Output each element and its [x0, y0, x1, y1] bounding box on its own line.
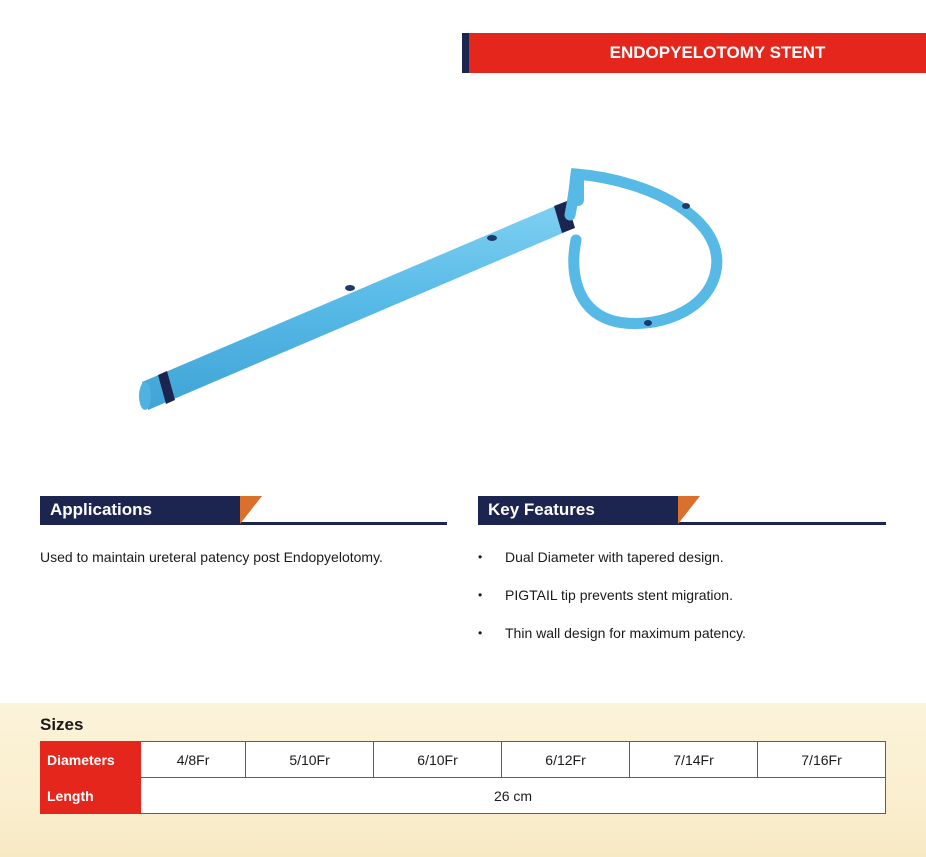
feature-text: PIGTAIL tip prevents stent migration. — [505, 587, 733, 603]
diameters-label: Diameters — [41, 742, 141, 778]
sizes-table — [40, 741, 886, 814]
feature-text: Dual Diameter with tapered design. — [505, 549, 724, 565]
table-cell: 7/14Fr — [630, 742, 758, 778]
title-bar — [462, 33, 926, 73]
page-title: ENDOPYELOTOMY STENT — [609, 43, 826, 62]
table-row — [41, 778, 886, 814]
table-cell: 5/10Fr — [246, 742, 374, 778]
table-cell: 4/8Fr — [141, 742, 246, 778]
table-cell: 6/10Fr — [374, 742, 502, 778]
table-cell: 7/16Fr — [758, 742, 886, 778]
length-value: 26 cm — [141, 778, 886, 814]
applications-text: Used to maintain ureteral patency post Endopyelotomy. — [40, 549, 383, 565]
applications-header — [40, 496, 447, 526]
list-item — [478, 548, 746, 586]
bullet-icon: • — [478, 588, 483, 602]
table-row — [41, 742, 886, 778]
bullet-icon: • — [478, 550, 483, 564]
table-cell: 6/12Fr — [502, 742, 630, 778]
applications-accent — [240, 496, 262, 524]
key-features-header — [478, 496, 886, 526]
key-features-heading: Key Features — [478, 496, 678, 524]
key-features-accent — [678, 496, 700, 524]
sizes-title: Sizes — [40, 715, 84, 734]
list-item — [478, 624, 746, 662]
feature-text: Thin wall design for maximum patency. — [505, 625, 746, 641]
key-features-list — [478, 548, 746, 662]
stent-image — [130, 160, 730, 430]
list-item — [478, 586, 746, 624]
applications-heading: Applications — [40, 496, 240, 524]
bullet-icon: • — [478, 626, 483, 640]
length-label: Length — [41, 778, 141, 814]
